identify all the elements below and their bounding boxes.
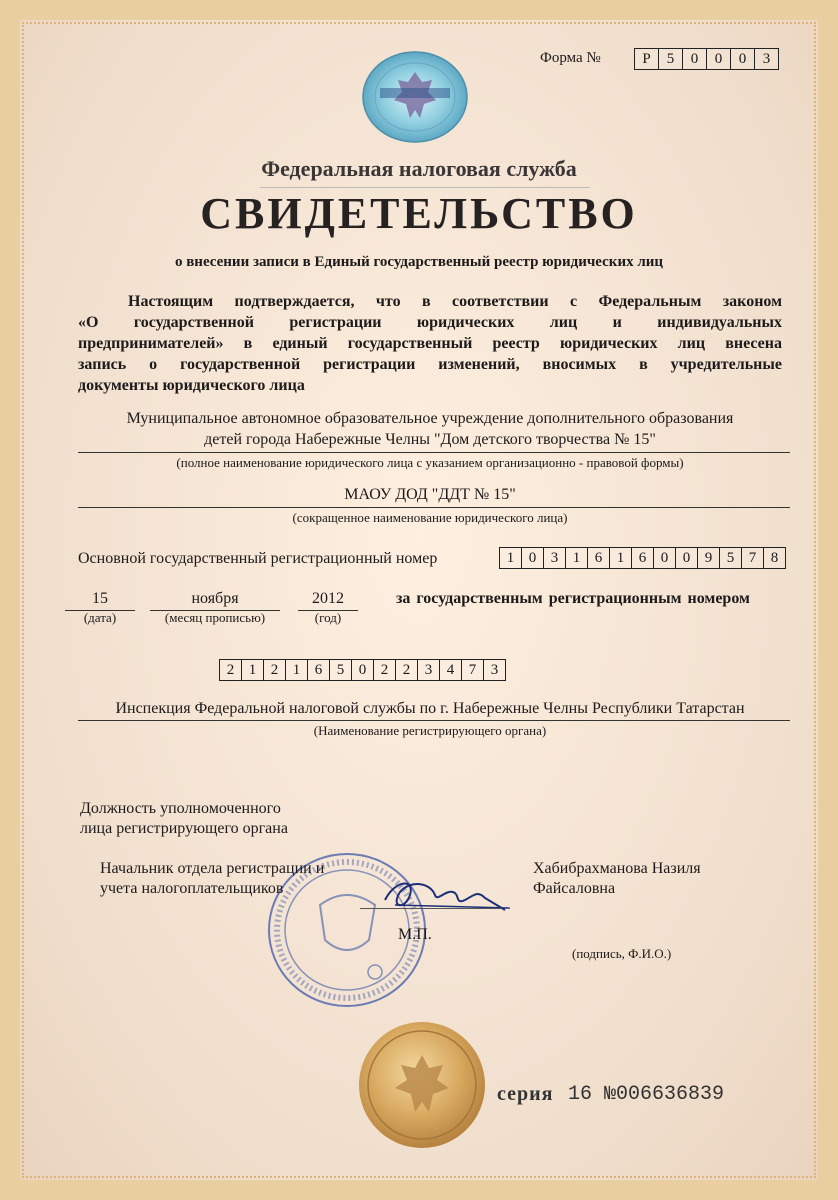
reg-number-cell: 2 — [395, 659, 418, 681]
underline — [78, 720, 790, 721]
ogrn-cell: 1 — [499, 547, 522, 569]
ogrn-cell: 0 — [653, 547, 676, 569]
form-code-cell: 0 — [706, 48, 731, 70]
ogrn-cell: 1 — [565, 547, 588, 569]
reg-number-cell: 4 — [439, 659, 462, 681]
mp-label: М.П. — [398, 926, 432, 943]
position-line: учета налогоплательщиков — [100, 880, 284, 897]
reg-number-cell: 2 — [263, 659, 286, 681]
date-day-caption: (дата) — [83, 610, 117, 625]
form-code-cell: 5 — [658, 48, 683, 70]
date-month: ноября — [191, 590, 239, 607]
form-code-cell: 0 — [682, 48, 707, 70]
ogrn-cell: 0 — [675, 547, 698, 569]
full-name-line: Муниципальное автономное образовательное учреждение дополнительного образования — [126, 410, 734, 427]
reg-number-cell: 2 — [373, 659, 396, 681]
position-line: Начальник отдела регистрации и — [100, 860, 325, 877]
short-name-caption: (сокращенное наименование юридического лица) — [292, 510, 568, 525]
form-code-cell: 3 — [754, 48, 779, 70]
full-name-caption: (полное наименование юридического лица с указанием организационно - правовой формы) — [176, 455, 684, 470]
underline — [78, 452, 790, 453]
signature-caption: (подпись, Ф.И.О.) — [572, 946, 672, 961]
ogrn-label: Основной государственный регистрационный номер — [78, 550, 438, 567]
full-name-line: детей города Набережные Челны "Дом детского творчества № 15" — [204, 431, 656, 448]
certificate-subtitle: о внесении записи в Единый государственный реестр юридических лиц — [174, 254, 664, 270]
body-line: Настоящим подтверждается, что в соответствии с Федеральным законом — [128, 293, 782, 310]
ogrn-cells — [500, 547, 786, 569]
reg-number-cell: 3 — [483, 659, 506, 681]
ogrn-cell: 0 — [521, 547, 544, 569]
signatory-name: Хабибрахманова Назиля — [533, 860, 701, 877]
hologram-emblem-icon — [360, 50, 470, 145]
body-line: предпринимателей» в единый государственный реестр юридических лиц внесена — [78, 335, 782, 352]
position-label: Должность уполномоченного — [80, 800, 281, 817]
ogrn-cell: 8 — [763, 547, 786, 569]
agency-name: Федеральная налоговая служба — [261, 156, 577, 181]
ogrn-cell: 7 — [741, 547, 764, 569]
date-year-caption: (год) — [314, 610, 342, 625]
form-code — [635, 48, 779, 70]
authority-name: Инспекция Федеральной налоговой службы по г. Набережные Челны Республики Татарстан — [115, 700, 745, 717]
reg-number-cell: 7 — [461, 659, 484, 681]
date-day: 15 — [92, 590, 108, 607]
underline — [78, 507, 790, 508]
form-code-cell: 0 — [730, 48, 755, 70]
ogrn-cell: 6 — [631, 547, 654, 569]
form-label: Форма № — [540, 50, 601, 66]
series-label: серия — [497, 1083, 554, 1105]
serial-number: №006636839 — [604, 1083, 725, 1106]
series-value: 16 — [568, 1083, 593, 1106]
ogrn-cell: 3 — [543, 547, 566, 569]
reg-number-cell: 5 — [329, 659, 352, 681]
reg-number-cell: 0 — [351, 659, 374, 681]
reg-number-cell: 3 — [417, 659, 440, 681]
reg-number-cell: 6 — [307, 659, 330, 681]
date-month-caption: (месяц прописью) — [164, 610, 266, 625]
reg-number-cell: 1 — [241, 659, 264, 681]
gold-seal-icon — [357, 1020, 487, 1150]
ogrn-cell: 1 — [609, 547, 632, 569]
body-line: документы юридического лица — [78, 377, 305, 394]
position-label: лица регистрирующего органа — [80, 820, 288, 837]
body-line: запись о государственной регистрации изменений, вносимых в учредительные — [78, 356, 782, 373]
reg-number-cell: 1 — [285, 659, 308, 681]
short-name: МАОУ ДОД "ДДТ № 15" — [344, 486, 516, 503]
body-line: «О государственной регистрации юридических лиц и индивидуальных — [78, 314, 782, 331]
ogrn-cell: 6 — [587, 547, 610, 569]
form-code-cell: Р — [634, 48, 659, 70]
certificate-title: СВИДЕТЕЛЬСТВО — [200, 189, 638, 238]
reg-number-cell: 2 — [219, 659, 242, 681]
signature-line — [360, 908, 502, 909]
ogrn-cell: 9 — [697, 547, 720, 569]
signatory-name: Файсаловна — [533, 880, 616, 897]
ogrn-cell: 5 — [719, 547, 742, 569]
date-year: 2012 — [312, 590, 344, 607]
reg-number-label: за государственным регистрационным номером — [396, 590, 750, 607]
signature-icon — [375, 870, 515, 920]
reg-number-cells — [220, 659, 506, 681]
authority-caption: (Наименование регистрирующего органа) — [313, 723, 547, 738]
